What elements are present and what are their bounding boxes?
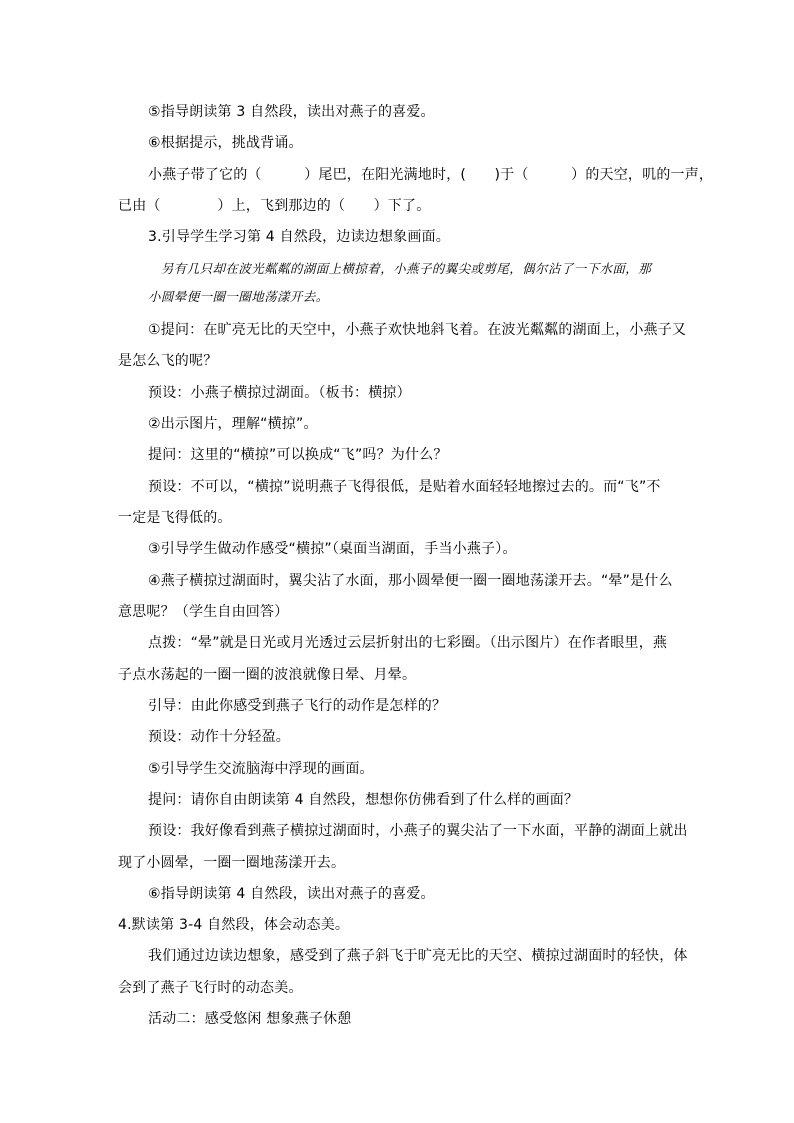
step-4-line-2: 意思呢？（学生自由回答） xyxy=(118,604,289,620)
question-3: 提问：请你自由朗读第 4 自然段，想想你仿佛看到了什么样的画面？ xyxy=(148,792,579,808)
activity-2-heading: 活动二：感受悠闲 想象燕子休憩 xyxy=(148,1011,352,1027)
summary-line-2: 会到了燕子飞行时的动态美。 xyxy=(118,980,303,996)
step-show-picture: ②出示图片，理解“横掠”。 xyxy=(148,416,318,432)
preset-answer-2-line-2: 一定是飞得低的。 xyxy=(118,510,232,526)
step-read-aloud-paragraph-3: ⑤指导朗读第 3 自然段，读出对燕子的喜爱。 xyxy=(148,104,435,120)
preset-answer-1: 预设：小燕子横掠过湖面。（板书：横掠） xyxy=(148,385,411,401)
question-1-line-1: ①提问：在旷亮无比的天空中，小燕子欢快地斜飞着。在波光粼粼的湖面上，小燕子又 xyxy=(148,322,687,338)
preset-answer-3: 预设：动作十分轻盈。 xyxy=(148,729,290,745)
fill-blank-line-1: 小燕子带了它的（ ）尾巴，在阳光满地时，( )于（ ）的天空，叽的一声， xyxy=(148,167,714,183)
summary-line-1: 我们通过边读边想象，感受到了燕子斜飞于旷亮无比的天空、横掠过湖面时的轻快，体 xyxy=(148,948,688,964)
hint-line-1: 点拨：“晕”就是日光或月光透过云层折射出的七彩圈。（出示图片）在作者眼里，燕 xyxy=(148,635,668,651)
quoted-text-line-1: 另有几只却在波光粼粼的湖面上横掠着，小燕子的翼尖或剪尾，偶尔沾了一下水面，那 xyxy=(148,261,652,276)
question-2: 提问：这里的“横掠”可以换成“飞”吗？为什么？ xyxy=(148,447,448,463)
hint-line-2: 子点水荡起的一圈一圈的波浪就像日晕、月晕。 xyxy=(118,667,417,683)
step-act-out: ③引导学生做动作感受“横掠”（桌面当湖面，手当小燕子）。 xyxy=(148,541,517,557)
step-read-aloud-paragraph-4: ⑥指导朗读第 4 自然段，读出对燕子的喜爱。 xyxy=(148,886,435,902)
step-recite-challenge: ⑥根据提示，挑战背诵。 xyxy=(148,135,303,151)
step-4-line-1: ④燕子横掠过湖面时，翼尖沾了水面，那小圆晕便一圈一圈地荡漾开去。“晕”是什么 xyxy=(148,573,673,589)
quoted-text-line-2: 小圆晕便一圈一圈地荡漾开去。 xyxy=(148,289,329,304)
fill-blank-line-2: 已由（ ）上，飞到那边的（ ）下了。 xyxy=(118,198,431,214)
step-exchange-images: ⑤引导学生交流脑海中浮现的画面。 xyxy=(148,761,374,777)
section-3-heading: 3.引导学生学习第 4 自然段，边读边想象画面。 xyxy=(148,229,450,245)
preset-answer-4-line-1: 预设：我好像看到燕子横掠过湖面时，小燕子的翼尖沾了一下水面，平静的湖面上就出 xyxy=(148,823,688,839)
preset-answer-4-line-2: 现了小圆晕，一圈一圈地荡漾开去。 xyxy=(118,855,346,871)
preset-answer-2-line-1: 预设：不可以，“横掠”说明燕子飞得很低，是贴着水面轻轻地擦过去的。而“飞”不 xyxy=(148,479,661,495)
guide-question: 引导：由此你感受到燕子飞行的动作是怎样的？ xyxy=(148,698,447,714)
question-1-line-2: 是怎么飞的呢？ xyxy=(118,353,218,369)
section-4-heading: 4.默读第 3-4 自然段，体会动态美。 xyxy=(118,917,350,933)
